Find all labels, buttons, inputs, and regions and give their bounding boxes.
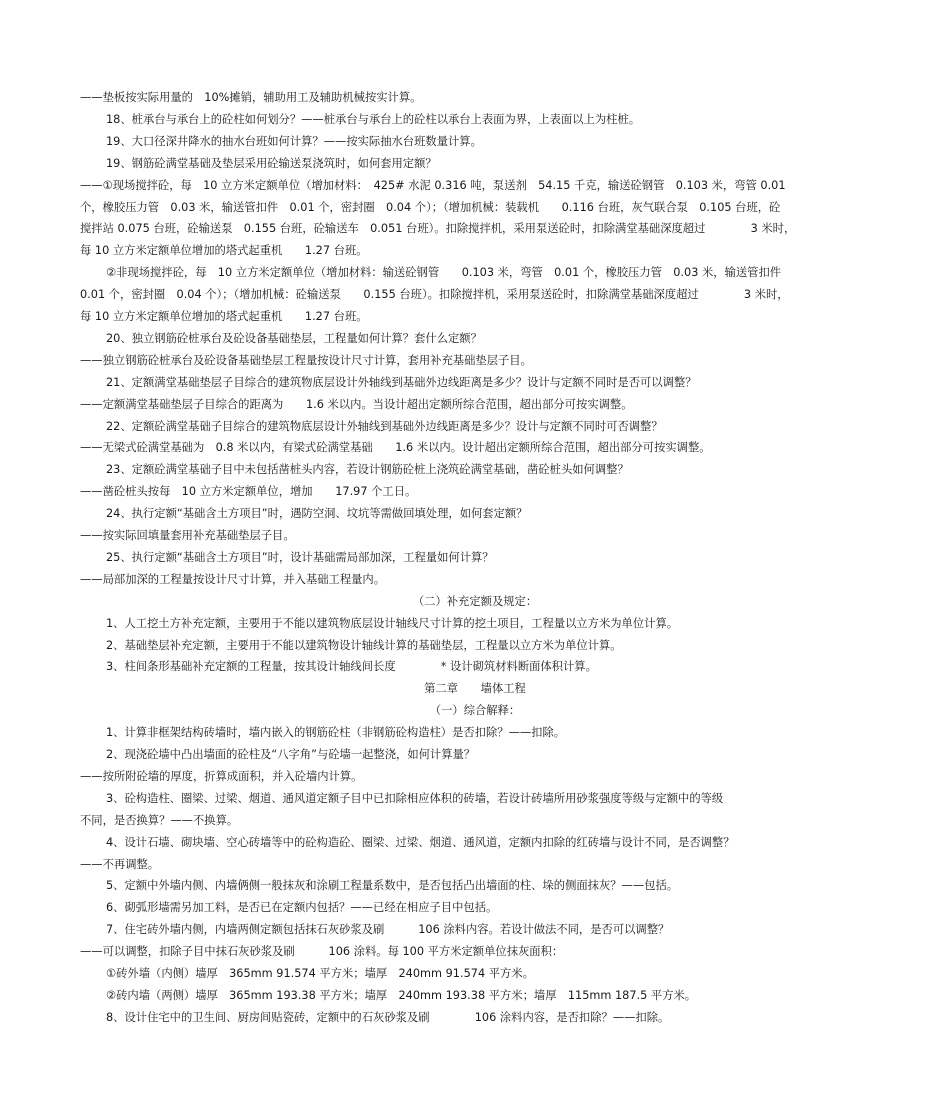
text-line: ——不再调整。 [80, 857, 160, 871]
text-line: ——可以调整，扣除子目中抹石灰砂浆及刷 106 涂料。每 100 平方米定额单位抹灰面积： [80, 945, 564, 959]
section-heading: 第二章 墙体工程 [424, 682, 526, 696]
text-line: ——局部加深的工程量按设计尺寸计算，并入基础工程量内。 [80, 572, 386, 586]
text-line: ①砖外墙（内侧）墙厚 365mm 91.574 平方米；墙厚 240mm 91.574 平方米。 [106, 967, 534, 980]
text-line: ——独立钢筋砼桩承台及砼设备基础垫层工程量按设计尺寸计算，套用补充基础垫层子目。 [80, 353, 532, 367]
text-line: 7、住宅砖外墙内侧，内墙两侧定额包括抹石灰砂浆及刷 106 涂料内容。若设计做法不同，是否可以调整？ [106, 923, 670, 937]
text-line: 6、砌弧形墙需另加工料，是否已在定额内包括？——已经在相应子目中包括。 [106, 901, 498, 915]
text-line: 1、计算非框架结构砖墙时，墙内嵌入的钢筋砼柱（非钢筋砼构造柱）是否扣除？——扣除。 [106, 726, 566, 740]
text-line: 8、设计住宅中的卫生间、厨房间贴瓷砖，定额中的石灰砂浆及刷 106 涂料内容，是否扣除？——扣除。 [106, 1010, 670, 1024]
text-line: ②非现场搅拌砼，每 10 立方米定额单位（增加材料：输送砼钢管 0.103 米，弯管 0.01 个，橡胶压力管 0.03 米，输送管扣件 [106, 266, 782, 280]
section-heading: （二）补充定额及规定： [412, 594, 538, 608]
section-heading: （一）综合解释： [429, 704, 521, 718]
text-line: 1、人工挖土方补充定额，主要用于不能以建筑物底层设计轴线尺寸计算的挖土项目，工程量以立方米为单位计算。 [106, 616, 679, 630]
text-line: 21、定额满堂基础垫层子目综合的建筑物底层设计外轴线到基础外边线距离是多少？设计与定额不同时是否可以调整？ [106, 375, 697, 389]
text-line: 每 10 立方米定额单位增加的塔式起重机 1.27 台班。 [80, 310, 368, 323]
text-line: 20、独立钢筋砼桩承台及砼设备基础垫层，工程量如何计算？套什么定额？ [106, 331, 482, 345]
text-line: 4、设计石墙、砌块墙、空心砖墙等中的砼构造砼、圈梁、过梁、烟道、通风道，定额内扣除的红砖墙与设计不同，是否调整？ [106, 835, 735, 849]
text-line: ——垫板按实际用量的 10%摊销，辅助用工及辅助机械按实计算。 [80, 91, 422, 104]
text-line: ②砖内墙（两侧）墙厚 365mm 193.38 平方米；墙厚 240mm 193.38 平方米；墙厚 115mm 187.5 平方米。 [106, 988, 697, 1002]
text-line: ——定额满堂基础垫层子目综合的距离为 1.6 米以内。当设计超出定额所综合范围，超出部分可按实调整。 [80, 397, 633, 411]
text-line: 18、桩承台与承台上的砼柱如何划分？——桩承台与承台上的砼柱以承台上表面为界，上表面以上为柱桩。 [106, 112, 641, 126]
text-line: 22、定额砼满堂基础子目综合的建筑物底层设计外轴线到基础外边线距离是多少？设计与定额不同时可否调整？ [106, 419, 663, 433]
text-line: 搅拌站 0.075 台班，砼输送泵 0.155 台班，砼输送车 0.051 台班）。扣除搅拌机，采用泵送砼时，扣除满堂基础深度超过 3 米时， [80, 222, 796, 236]
text-line: 19、大口径深井降水的抽水台班如何计算？——按实际抽水台班数量计算。 [106, 134, 482, 148]
text-line: ——①现场搅拌砼，每 10 立方米定额单位（增加材料： 425# 水泥 0.316 吨，泵送剂 54.15 千克，输送砼钢管 0.103 米，弯管 0.01 [80, 178, 786, 192]
text-line: 3、柱间条形基础补充定额的工程量，按其设计轴线间长度 * 设计砌筑材料断面体积计算。 [106, 660, 597, 674]
text-line: ——无梁式砼满堂基础为 0.8 米以内，有梁式砼满堂基础 1.6 米以内。设计超出定额所综合范围，超出部分可按实调整。 [80, 441, 711, 455]
text-line: 24、执行定额“基础含土方项目”时，遇防空洞、坟坑等需做回填处理，如何套定额？ [106, 507, 528, 521]
text-line: 0.01 个，密封圈 0.04 个）；（增加机械：砼输送泵 0.155 台班）。扣除搅拌机，采用泵送砼时，扣除满堂基础深度超过 3 米时， [80, 288, 789, 302]
text-line: 2、现浇砼墙中凸出墙面的砼柱及“八字角”与砼墙一起整浇，如何计算量？ [106, 748, 476, 761]
text-line: 25、执行定额“基础含土方项目”时，设计基础需局部加深，工程量如何计算？ [106, 550, 494, 564]
text-line: 不同，是否换算？——不换算。 [80, 813, 239, 827]
text-line: 2、基础垫层补充定额，主要用于不能以建筑物设计轴线计算的基础垫层，工程量以立方米为单位计算。 [106, 638, 622, 652]
text-line: 19、钢筋砼满堂基础及垫层采用砼输送泵浇筑时，如何套用定额？ [106, 156, 437, 170]
text-line: 个，橡胶压力管 0.03 米，输送管扣件 0.01 个，密封圈 0.04 个）；（增加机械：装载机 0.116 台班，灰气联合泵 0.105 台班，砼 [80, 200, 781, 214]
text-line: ——按所附砼墙的厚度，折算成面积，并入砼墙内计算。 [80, 769, 363, 783]
text-line: ——按实际回填量套用补充基础垫层子目。 [80, 529, 295, 542]
text-line: 5、定额中外墙内侧、内墙俩侧一般抹灰和涂刷工程量系数中，是否包括凸出墙面的柱、垛的侧面抹灰？——包括。 [106, 879, 679, 893]
text-line: 每 10 立方米定额单位增加的塔式起重机 1.27 台班。 [80, 244, 368, 258]
text-line: 23、定额砼满堂基础子目中未包括凿桩头内容，若设计钢筋砼桩上浇筑砼满堂基础，凿砼桩头如何调整？ [106, 463, 629, 477]
text-line: ——凿砼桩头按每 10 立方米定额单位，增加 17.97 个工日。 [80, 485, 417, 499]
text-line: 3、砼构造柱、圈梁、过梁、烟道、通风道定额子目中已扣除相应体积的砖墙，若设计砖墙所用砂浆强度等级与定额中的等级 [106, 791, 724, 805]
